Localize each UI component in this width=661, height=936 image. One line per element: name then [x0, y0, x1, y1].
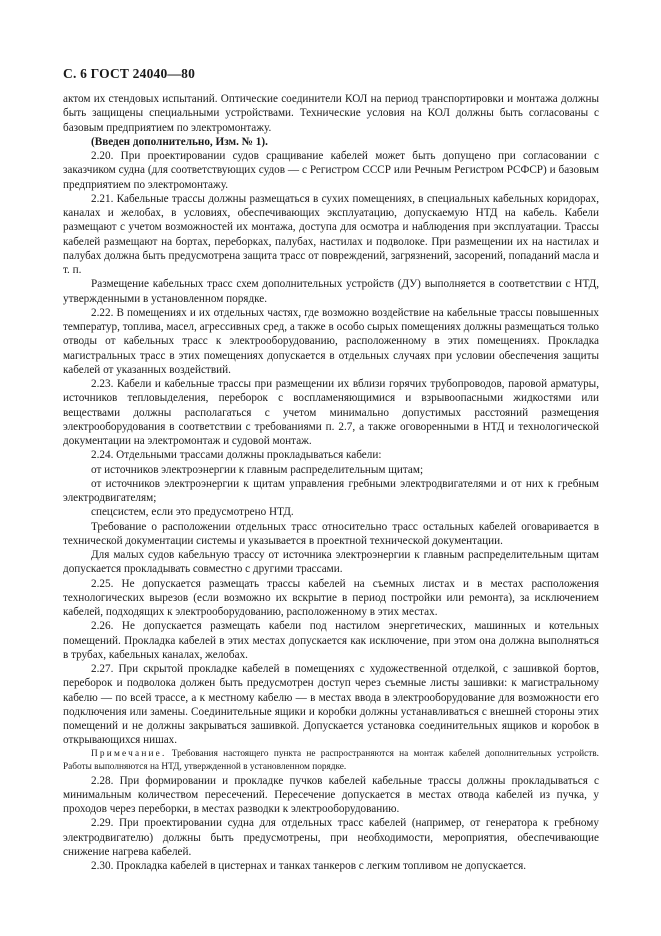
clause-2-21: 2.21. Кабельные трассы должны размещаться в сухих помещениях, в специальных кабельных коридорах, каналах и желобах, в условиях, обеспечивающих эксплуатацию, допускаемую НТД на кабель. Кабели размещают с учетом возможностей их монтажа, доступа для осмотра и наблюдения при эксплуатации. Трассы кабелей размещают на бортах, переборках, палубах, настилах и подволоке. При размещении их на настилах и палубах должна быть предусмотрена защита трасс от повреждений, загрязнений, засорений, попаданий масла и т. п.: [63, 192, 599, 276]
document-body: [63, 92, 599, 873]
clause-2-21-du: Размещение кабельных трасс схем дополнительных устройств (ДУ) выполняется в соответствии с НТД, утвержденными в установленном порядке.: [63, 278, 599, 305]
clause-2-25: 2.25. Не допускается размещать трассы кабелей на съемных листах и в местах расположения технологических вырезов (если возможно их вскрытие в период постройки или ремонта), за исключением кабелей, подходящих к электрооборудованию, расположенному в этих местах.: [63, 577, 599, 618]
clause-2-22: 2.22. В помещениях и их отдельных частях, где возможно воздействие на кабельные трассы повышенных температур, топлива, масел, агрессивных сред, а также в особо сырых помещениях должны размещаться только отводы от кабельных трасс к электрооборудованию, расположенному в этих помещениях. Прокладка магистральных трасс в этих помещениях допускается в отдельных случаях при условии обеспечения защиты кабелей от указанных воздействий.: [63, 306, 599, 376]
clause-2-28: 2.28. При формировании и прокладке пучков кабелей кабельные трассы должны прокладываться с минимальным количеством пересечений. Пересечение допускается в местах отвода кабелей из пучка, у проходов через переборки, в местах разводки к электрооборудованию.: [63, 774, 599, 815]
clause-2-24-requirement: Требование о расположении отдельных трасс относительно трасс остальных кабелей оговаривается в технической документации системы и указывается в проектной технической документации.: [63, 520, 599, 547]
clause-2-23: 2.23. Кабели и кабельные трассы при размещении их вблизи горячих трубопроводов, паровой арматуры, источников тепловыделения, переборок с воспламеняющимися и взрывоопасными жидкостями или веществами должны располагаться с учетом минимально допустимых расстояний размещения электрооборудования в соответствии с требованиями п. 2.7, а также оговоренными в НТД и технологической документации на электромонтаж и судовой монтаж.: [63, 378, 599, 447]
clause-2-24-item-2: от источников электроэнергии к щитам управления гребными электродвигателями и от них к гребным электродвигателям;: [63, 477, 599, 504]
clause-2-20: 2.20. При проектировании судов сращивание кабелей может быть допущено при согласовании с заказчиком судна (для соответствующих судов — с Регистром СССР или Речным Регистром РСФСР) и базовым предприятием по электромонтажу.: [63, 150, 599, 191]
clause-2-24-item-1: от источников электроэнергии к главным распределительным щитам;: [91, 463, 424, 476]
clause-2-26: 2.26. Не допускается размещать кабели под настилом энергетических, машинных и котельных помещений. Прокладка кабелей в этих местах допускается как исключение, при этом она должна выполняться в трубах, кабельных каналах, желобах.: [63, 620, 599, 661]
clause-2-24-item-3: спецсистем, если это предусмотрено НТД.: [91, 506, 294, 519]
note-label: Примечание.: [91, 748, 167, 759]
clause-2-24-small-vessels: Для малых судов кабельную трассу от источника электроэнергии к главным распределительным щитам допускается прокладывать совместно с другими трассами.: [63, 549, 599, 576]
clause-2-27: 2.27. При скрытой прокладке кабелей в помещениях с художественной отделкой, с зашивкой бортов, переборок и подволока должен быть предусмотрен доступ через съемные листы зашивки: к магистральному кабелю — по всей трассе, а к местному кабелю — в местах ввода в электрооборудование для возможности его подключения или замены. Соединительные ящики и коробки должны устанавливаться с внешней стороны этих помещений и не должны закрываться зашивкой. Допускается установка соединительных ящиков и коробок в открывающихся нишах.: [63, 663, 599, 747]
page-header: С. 6 ГОСТ 24040—80: [63, 66, 196, 81]
clause-2-29: 2.29. При проектировании судна для отдельных трасс кабелей (например, от генератора к гребному электродвигателю) должны быть предусмотрены, при необходимости, мероприятия, обеспечивающие снижение нагрева кабелей.: [63, 817, 599, 858]
paragraph-continuation: актом их стендовых испытаний. Оптические соединители КОЛ на период транспортировки и монтажа должны быть защищены специальными устройствами. Технические условия на КОЛ должны быть согласованы с базовым предприятием по электромонтажу.: [63, 93, 599, 134]
amendment-note: (Введен дополнительно, Изм. № 1).: [91, 135, 268, 148]
clause-2-30: 2.30. Прокладка кабелей в цистернах и танках танкеров с легким топливом не допускается.: [91, 860, 527, 872]
clause-2-24: 2.24. Отдельными трассами должны прокладываться кабели:: [91, 449, 382, 462]
note-text: Требования настоящего пункта не распространяются на монтаж кабелей дополнительных устройств. Работы выполняются на НТД, утвержденной в установленном порядке.: [63, 748, 600, 772]
note: [63, 748, 599, 774]
